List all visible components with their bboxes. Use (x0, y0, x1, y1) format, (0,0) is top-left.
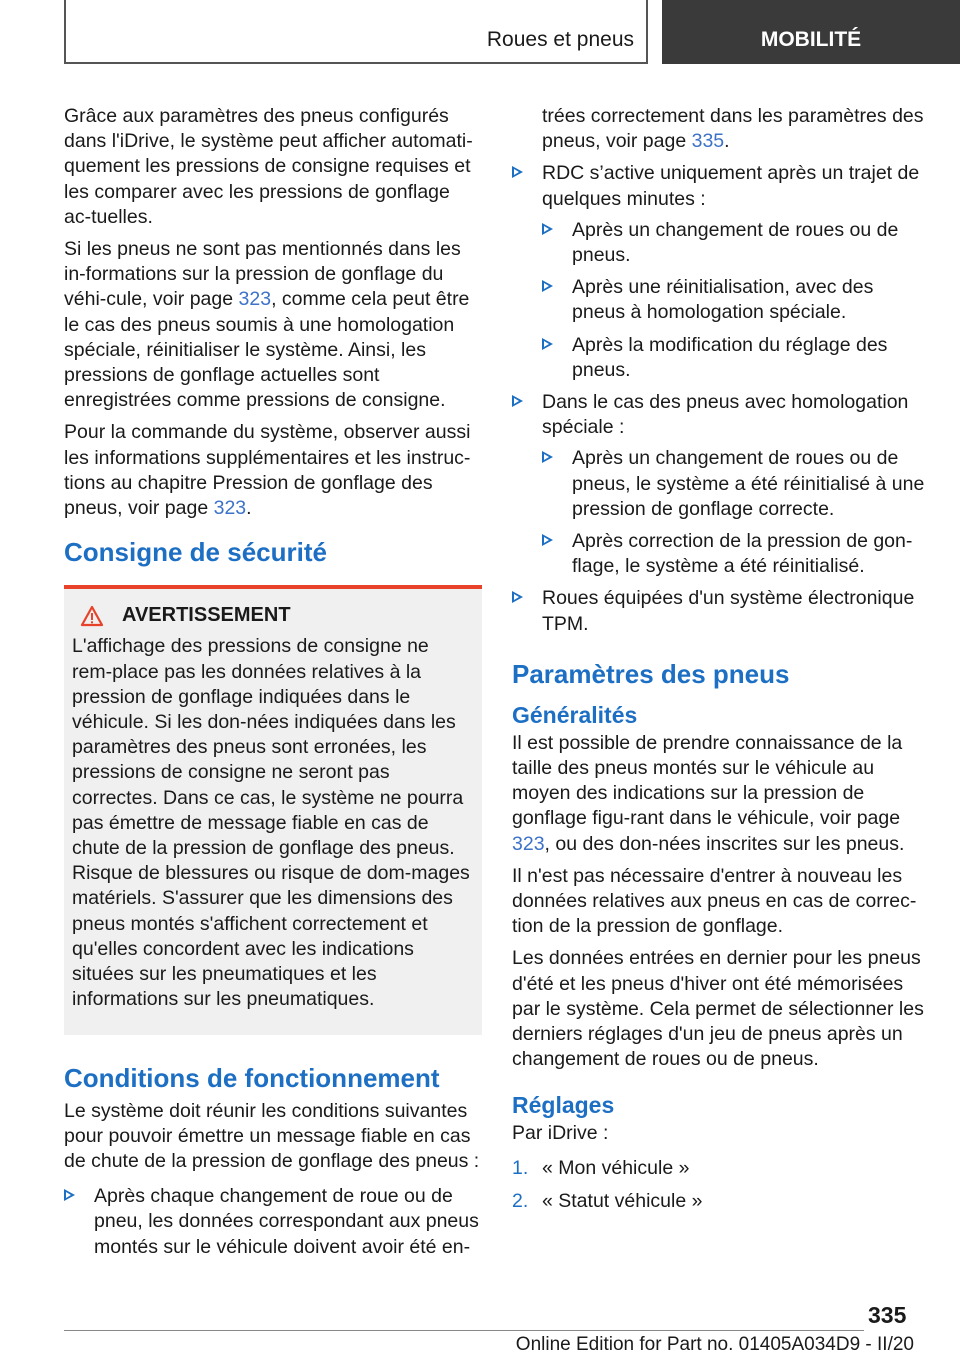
section-heading-params: Paramètres des pneus (512, 658, 790, 689)
section-heading-safety: Consigne de sécurité (64, 537, 327, 568)
page-link[interactable]: 335 (691, 130, 725, 153)
paragraph: Les données entrées en dernier pour les pneus d'été et les pneus d'hiver ont été mémorisées par le système. Cela permet de sélectionner les derniers réglages d'un jeu de pneus après un changement de roues ou de pneus. (512, 947, 924, 1071)
steps-list (512, 1156, 930, 1214)
paragraph: Par iDrive : (512, 1121, 609, 1144)
condition-list (64, 1184, 482, 1260)
header-section-title: Roues et pneus (486, 28, 634, 51)
step-number: 1. (512, 1156, 529, 1179)
paragraph: Si les pneus ne sont pas mentionnés dans les in-formations sur la pression de gonflage du véhi-cule, voir page 323, comme cela peut être le cas des pneus soumis à une homologation spéciale, réinitialiser le système. Ainsi, les pressions de gonflage actuelles sont enregistrées comme pressions de consigne. (64, 238, 470, 412)
triangle-bullet-icon (542, 534, 553, 546)
section-heading-conditions: Conditions de fonctionnement (64, 1062, 440, 1093)
list-item: Après une réinitialisation, avec des pneus à homologation spéciale. (542, 275, 930, 325)
subheading-settings: Réglages (512, 1091, 615, 1118)
page-number: 335 (868, 1302, 907, 1328)
paragraph: Grâce aux paramètres des pneus configurés dans l'iDrive, le système peut afficher automati-quement les pressions de consigne requises et les comparer avec les pressions de gonflage ac-tuelles. (64, 105, 473, 228)
triangle-bullet-icon (512, 591, 523, 603)
page-link[interactable]: 323 (238, 288, 272, 311)
warning-title: AVERTISSEMENT (72, 603, 474, 628)
list-item: Dans le cas des pneus avec homologation spéciale : Après un changement de roues ou de pneus, le système a été réinitialisé à une pression de gonflage correcte. Après correction de la pression de gon-flage, le système a été réinitialisé. (512, 390, 930, 579)
triangle-bullet-icon (64, 1189, 75, 1201)
warning-box (64, 589, 482, 1034)
footer-rule (64, 1330, 864, 1331)
header-chapter-tab: MOBILITÉ (662, 0, 960, 64)
paragraph: Il est possible de prendre connaissance de la taille des pneus montés sur le véhicule au moyen des indications sur la pression de gonflage figu-rant dans le véhicule, voir page 323, ou des don-nées inscrites sur les pneus. (512, 731, 905, 855)
list-item: trées correctement dans les paramètres des pneus, voir page 335. (542, 105, 924, 153)
list-item: Roues équipées d'un système électronique TPM. (512, 586, 930, 636)
footer-edition: Online Edition for Part no. 01405A034D9 - II/20 (515, 1334, 914, 1355)
triangle-bullet-icon (512, 395, 523, 407)
list-item: Après un changement de roues ou de pneus. (542, 218, 930, 268)
condition-list-continued (512, 104, 930, 637)
paragraph: Pour la commande du système, observer aussi les informations supplémentaires et les instruc-tions au chapitre Pression de gonflage des pneus, voir page 323. (64, 421, 471, 520)
list-item: Après correction de la pression de gon-flage, le système a été réinitialisé. (542, 529, 930, 579)
step-number: 2. (512, 1189, 529, 1212)
page-link[interactable]: 323 (213, 497, 247, 520)
list-item: RDC s’active uniquement après un trajet de quelques minutes : Après un changement de roues ou de pneus. Après une réinitialisation, avec des pneus à homologation spéciale. Après la modification du réglage des pneus. (512, 161, 930, 383)
right-column (512, 104, 930, 1222)
warning-triangle-icon (80, 605, 104, 627)
sub-list (542, 218, 930, 383)
list-item: Après un changement de roues ou de pneus, le système a été réinitialisé à une pression de gonflage correcte. (542, 446, 930, 522)
step-item: 1. « Mon véhicule » (512, 1156, 930, 1181)
subheading-general: Généralités (512, 701, 638, 728)
page-link[interactable]: 323 (512, 832, 545, 855)
list-item: Après la modification du réglage des pneus. (542, 333, 930, 383)
paragraph: Il n'est pas nécessaire d'entrer à nouveau les données relatives aux pneus en cas de correc-tion de la pression de gonflage. (512, 864, 917, 938)
list-item: Après chaque changement de roue ou de pneu, les données correspondant aux pneus montés sur le véhicule doivent avoir été en- (64, 1184, 482, 1260)
left-column (64, 104, 482, 1268)
triangle-bullet-icon (542, 223, 553, 235)
triangle-bullet-icon (542, 338, 553, 350)
paragraph: Le système doit réunir les conditions suivantes pour pouvoir émettre un message fiable en cas de chute de la pression de gonflage des pneus : (64, 1099, 480, 1172)
triangle-bullet-icon (542, 451, 553, 463)
step-item: 2. « Statut véhicule » (512, 1189, 930, 1214)
warning-text: L'affichage des pressions de consigne ne rem-place pas les données relatives à la pression de gonflage indiquées dans le véhicule. Si les don-nées indiquées dans les paramètres des pneus sont erronées, les pressions de consigne ne seront pas correctes. Dans ce cas, le système ne pourra pas émettre de message fiable en cas de chute de la pression de gonflage des pneus. Risque de blessures ou risque de dom-mages matériels. S'assurer que les dimensions des pneus montés s'affichent correctement et qu'elles concordent avec les indications situées sur les pneumatiques et les informations sur les pneumatiques. (72, 635, 470, 1011)
triangle-bullet-icon (512, 166, 523, 178)
sub-list (542, 446, 930, 579)
triangle-bullet-icon (542, 280, 553, 292)
